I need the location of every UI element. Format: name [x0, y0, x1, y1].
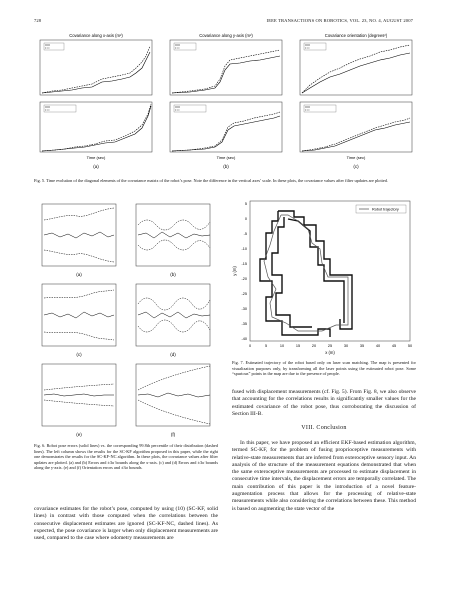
fig6-panel-c	[42, 284, 116, 346]
fig5-sublabel-c: (c)	[353, 164, 359, 169]
fig7-xtick: 35	[359, 344, 365, 348]
fig7-ytick: -30	[241, 307, 247, 311]
fig5-title-b: Covariance along y-axis (m²)	[199, 33, 253, 38]
section-heading: VIII. Conclusion	[301, 425, 347, 431]
fig7-ytick: -25	[241, 292, 247, 296]
fig7-xlabel: x (m)	[325, 350, 335, 355]
fig7-ytick: 0	[244, 217, 247, 221]
fig6-sublabel-d: (d)	[170, 352, 176, 357]
fig5-panel-c-top	[300, 40, 412, 95]
fig7-ytick: -40	[241, 337, 247, 341]
fig5-xlabel-a: Time (sec)	[86, 155, 106, 160]
fig7-legend: Robot trajectory	[372, 207, 399, 212]
fig7-xtick: 25	[327, 344, 333, 348]
fig6-panel-b	[136, 204, 210, 266]
fig7-ylabel: y (m)	[232, 266, 237, 276]
figure-7	[232, 197, 418, 357]
fig6-panel-f	[136, 364, 210, 426]
fig6-sublabel-e: (e)	[76, 432, 82, 437]
fig5-caption: Fig. 5. Time evolution of the diagonal elements of the covariance matrix of the robot’s pose. Note the difference in the vertical axes’ scale. In these plots, the covariance values after filter updates are plotted.	[34, 178, 388, 183]
fig6-panel-d	[136, 284, 210, 346]
fig7-ytick: -15	[241, 262, 247, 266]
fig5-panel-b-bottom	[170, 102, 282, 152]
fig6-sublabel-c: (c)	[76, 352, 82, 357]
fig7-xtick: 20	[311, 344, 317, 348]
fig7-xtick: 0	[248, 344, 252, 348]
fig7-ytick: -20	[241, 277, 247, 281]
figure-5	[30, 30, 422, 170]
fig7-xtick: 40	[375, 344, 381, 348]
fig7-ytick: -10	[241, 247, 247, 251]
fig5-sublabel-b: (b)	[223, 164, 229, 169]
fig7-xtick: 45	[391, 344, 397, 348]
fig5-title-c: Covariance orientation (degrees²)	[324, 33, 388, 38]
fig6-sublabel-b: (b)	[170, 272, 176, 277]
fig7-ytick: -5	[243, 232, 247, 236]
left-column-text: covariance estimates for the robot’s pose, computed by using (10) (SC-KF, solid lines) in contrast with those computed when the correlations between the consecutive displacement estimates are ignored (SC-KF-NC, dashed lines). As expected, the pose covariance is larger when only displacement measurements are used, compared to the case where odometry measurements are	[34, 506, 218, 542]
fig7-xtick: 5	[264, 344, 268, 348]
right-column-text-bottom: In this paper, we have proposed an efficient EKF-based estimation algorithm, termed SC-KF, for the problem of fusing proprioceptive measurements with relative-state measurements that are inferred from exteroceptive sensory input. An analysis of the structure of the measurement equations demonstrated that when the same exteroceptive measurements are processed to estimate displacement in consecutive time intervals, the displacement errors are temporally correlated. The main contribution of this paper is the introduction of a novel feature-augmentation process that allows for the processing of relative-state measurements while also considering the correlations between these. This method is based on augmenting the state vector of the	[232, 440, 416, 512]
fig6-panel-e	[42, 364, 116, 426]
fig7-xtick: 10	[279, 344, 285, 348]
figure-6	[32, 200, 218, 440]
right-column-text-top: fused with displacement measurements (cf. Fig. 5). From Fig. 8, we also observe that accounting for the correlations results in significantly smaller values for the estimated covariance of the robot pose, thus corroborating the discussion of Section III-B.	[232, 389, 416, 417]
fig7-xtick: 50	[407, 344, 413, 348]
fig5-panel-b-top	[170, 40, 282, 95]
fig7-xtick: 30	[343, 344, 349, 348]
fig6-sublabel-a: (a)	[76, 272, 82, 277]
fig6-panel-a	[42, 204, 116, 266]
fig5-panel-c-bottom	[300, 102, 412, 152]
fig6-sublabel-f: (f)	[170, 432, 176, 437]
fig7-xtick: 15	[295, 344, 301, 348]
fig5-xlabel-c: Time (sec)	[346, 155, 366, 160]
fig6-caption: Fig. 6. Robot pose errors (solid lines) vs. the corresponding 99.8th percentile of their distribution (dashed lines). The left column shows the results for the SC-KF algorithm proposed in this paper, while the right one demonstrates the results for the SC-KF-NC algorithm. In these plots, the covariance values after filter updates are plotted. (a) and (b) Errors and ±3σ bounds along the x-axis. (c) and (d) Errors and ±3σ bounds along the y-axis. (e) and (f) Orientation errors and ±3σ bounds.	[34, 443, 218, 471]
fig5-panel-a-bottom	[40, 102, 152, 152]
page-number: 728	[34, 18, 42, 23]
journal-header: IEEE TRANSACTIONS ON ROBOTICS, VOL. 23, NO. 4, AUGUST 2007	[266, 18, 413, 23]
fig5-xlabel-b: Time (sec)	[216, 155, 236, 160]
fig7-ytick: -35	[241, 322, 247, 326]
fig7-ytick: 5	[244, 202, 247, 206]
fig7-caption: Fig. 7. Estimated trajectory of the robot based only on laser scan matching. The map is presented for visualization purposes only, by transforming all the laser points using the estimated robot pose. Some “spurious” points in the map are due to the presence of people.	[232, 360, 416, 377]
fig5-panel-a-top	[40, 40, 152, 95]
fig5-title-a: Covariance along x-axis (m²)	[69, 33, 123, 38]
fig5-sublabel-a: (a)	[93, 164, 99, 169]
